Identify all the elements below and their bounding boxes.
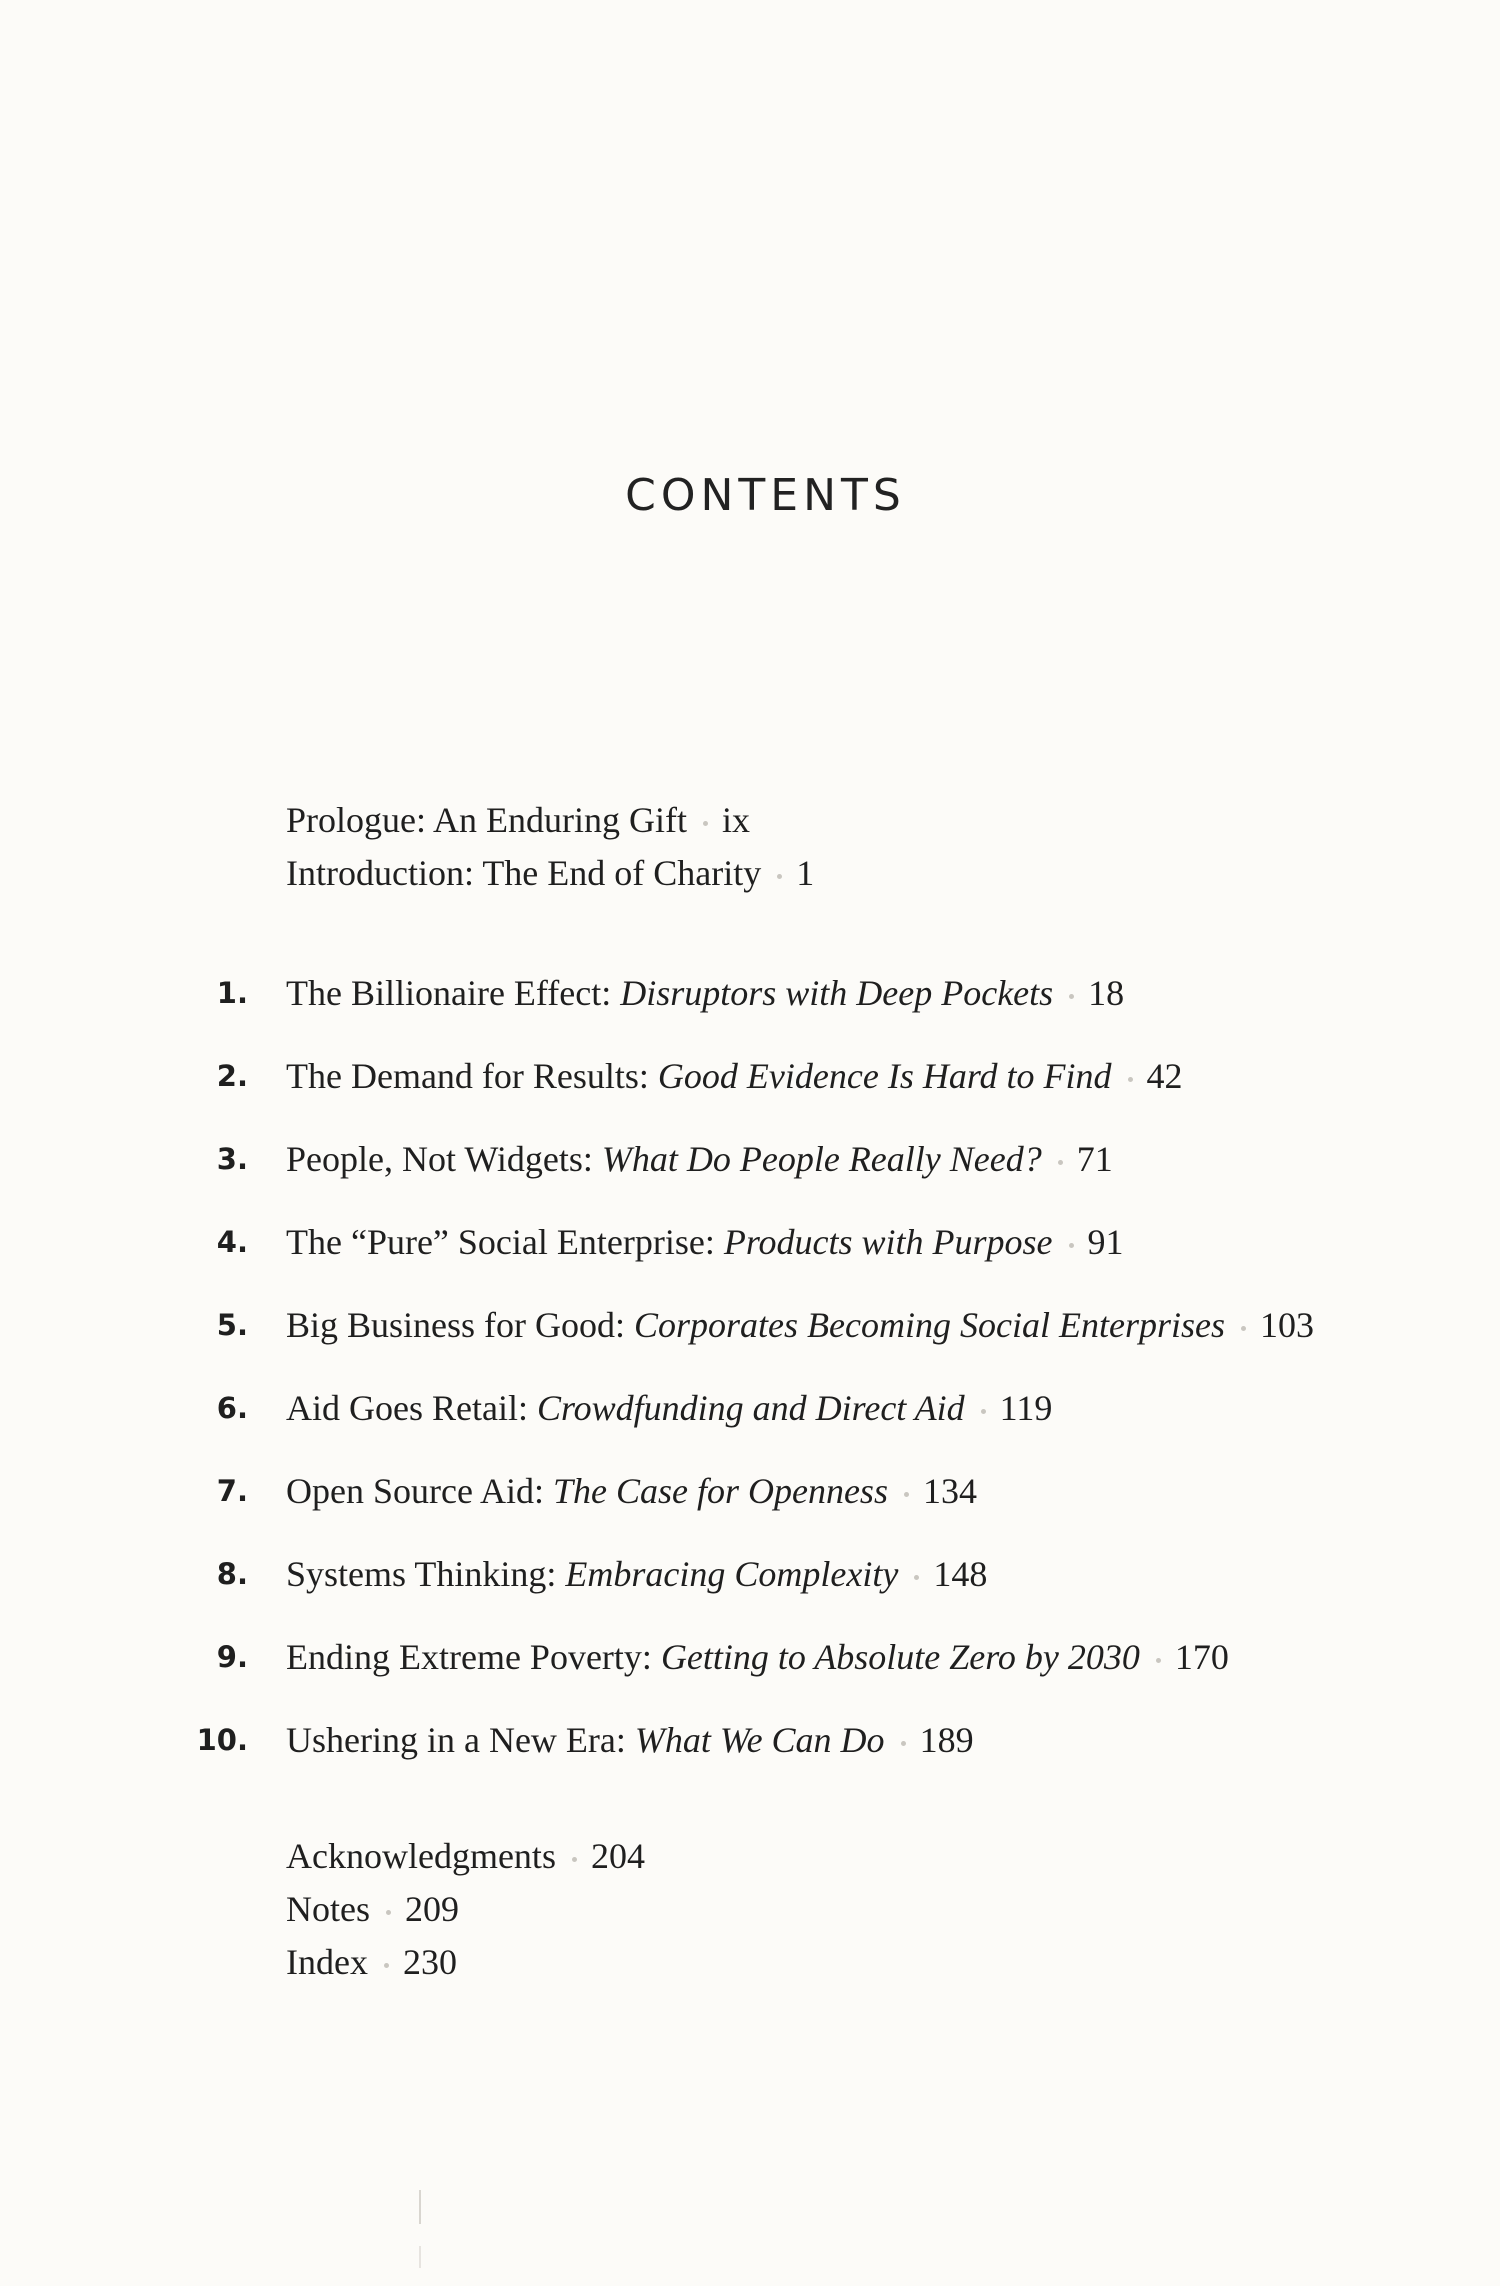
chapter-page: 103 <box>1259 1305 1314 1345</box>
chapter-number: 5. <box>216 1308 248 1342</box>
entry-title: Acknowledgments <box>286 1836 556 1876</box>
chapter-title: The “Pure” Social Enterprise: <box>286 1222 715 1262</box>
chapter-title: The Demand for Results: <box>286 1056 649 1096</box>
scan-mark <box>419 2246 421 2268</box>
separator-dot-icon <box>904 1492 909 1497</box>
entry-page: 230 <box>402 1942 457 1982</box>
entry-title: Prologue: An Enduring Gift <box>286 800 687 840</box>
separator-dot-icon <box>384 1963 389 1968</box>
separator-dot-icon <box>901 1741 906 1746</box>
separator-dot-icon <box>1069 1243 1074 1248</box>
toc-entry-chapter-1[interactable] <box>286 971 1124 1015</box>
entry-page: 209 <box>405 1889 459 1929</box>
toc-entry-chapter-4[interactable] <box>286 1220 1124 1264</box>
toc-entry-introduction[interactable] <box>286 851 814 895</box>
toc-entry-chapter-5[interactable] <box>286 1303 1314 1347</box>
separator-dot-icon <box>572 1857 577 1862</box>
chapter-page: 71 <box>1076 1139 1113 1179</box>
entry-page: 1 <box>796 853 815 893</box>
chapter-page: 170 <box>1174 1637 1229 1677</box>
chapter-page: 148 <box>933 1554 988 1594</box>
chapter-subtitle: Products with Purpose <box>723 1222 1053 1262</box>
toc-entry-acknowledgments[interactable] <box>286 1834 645 1878</box>
chapter-title: Aid Goes Retail: <box>286 1388 528 1428</box>
toc-entry-chapter-2[interactable] <box>286 1054 1183 1098</box>
separator-dot-icon <box>703 821 708 826</box>
toc-entry-prologue[interactable] <box>286 798 750 842</box>
separator-dot-icon <box>1128 1077 1133 1082</box>
separator-dot-icon <box>777 874 782 879</box>
toc-entry-index[interactable] <box>286 1940 457 1984</box>
entry-page: 204 <box>590 1836 645 1876</box>
chapter-number: 8. <box>216 1557 248 1591</box>
page-title: CONTENTS <box>625 470 906 521</box>
chapter-number: 9. <box>216 1640 248 1674</box>
separator-dot-icon <box>1241 1326 1246 1331</box>
toc-entry-chapter-8[interactable] <box>286 1552 987 1596</box>
chapter-title: Open Source Aid: <box>286 1471 544 1511</box>
chapter-number: 1. <box>216 976 248 1010</box>
chapter-page: 91 <box>1087 1222 1124 1262</box>
toc-entry-chapter-10[interactable] <box>286 1718 974 1762</box>
chapter-subtitle: The Case for Openness <box>552 1471 888 1511</box>
chapter-subtitle: What We Can Do <box>634 1720 885 1760</box>
chapter-subtitle: Corporates Becoming Social Enterprises <box>634 1305 1225 1345</box>
chapter-subtitle: Getting to Absolute Zero by 2030 <box>660 1637 1140 1677</box>
separator-dot-icon <box>1069 994 1074 999</box>
toc-entry-chapter-9[interactable] <box>286 1635 1229 1679</box>
chapter-title: Big Business for Good: <box>286 1305 626 1345</box>
entry-title: Index <box>286 1942 368 1982</box>
chapter-subtitle: Good Evidence Is Hard to Find <box>657 1056 1112 1096</box>
toc-entry-chapter-6[interactable] <box>286 1386 1052 1430</box>
chapter-title: The Billionaire Effect: <box>286 973 612 1013</box>
chapter-number: 2. <box>216 1059 248 1093</box>
chapter-number: 10. <box>196 1723 248 1757</box>
toc-entry-chapter-7[interactable] <box>286 1469 977 1513</box>
entry-title: Notes <box>286 1889 370 1929</box>
chapter-page: 189 <box>919 1720 974 1760</box>
separator-dot-icon <box>386 1910 391 1915</box>
separator-dot-icon <box>981 1409 986 1414</box>
separator-dot-icon <box>914 1575 919 1580</box>
chapter-page: 42 <box>1146 1056 1183 1096</box>
chapter-subtitle: Embracing Complexity <box>565 1554 899 1594</box>
chapter-page: 119 <box>999 1388 1053 1428</box>
chapter-title: Ushering in a New Era: <box>286 1720 626 1760</box>
chapter-title: People, Not Widgets: <box>286 1139 593 1179</box>
chapter-number: 4. <box>216 1225 248 1259</box>
chapter-number: 7. <box>216 1474 248 1508</box>
chapter-title: Systems Thinking: <box>286 1554 557 1594</box>
toc-entry-chapter-3[interactable] <box>286 1137 1113 1181</box>
scan-mark <box>419 2190 421 2224</box>
chapter-subtitle: Crowdfunding and Direct Aid <box>536 1388 965 1428</box>
toc-entry-notes[interactable] <box>286 1887 459 1931</box>
chapter-subtitle: What Do People Really Need? <box>601 1139 1042 1179</box>
chapter-page: 134 <box>922 1471 977 1511</box>
separator-dot-icon <box>1156 1658 1161 1663</box>
chapter-number: 3. <box>216 1142 248 1176</box>
chapter-title: Ending Extreme Poverty: <box>286 1637 652 1677</box>
separator-dot-icon <box>1058 1160 1063 1165</box>
entry-title: Introduction: The End of Charity <box>286 853 762 893</box>
chapter-page: 18 <box>1088 973 1125 1013</box>
chapter-number: 6. <box>216 1391 248 1425</box>
chapter-subtitle: Disruptors with Deep Pockets <box>620 973 1054 1013</box>
entry-page: ix <box>721 800 750 840</box>
